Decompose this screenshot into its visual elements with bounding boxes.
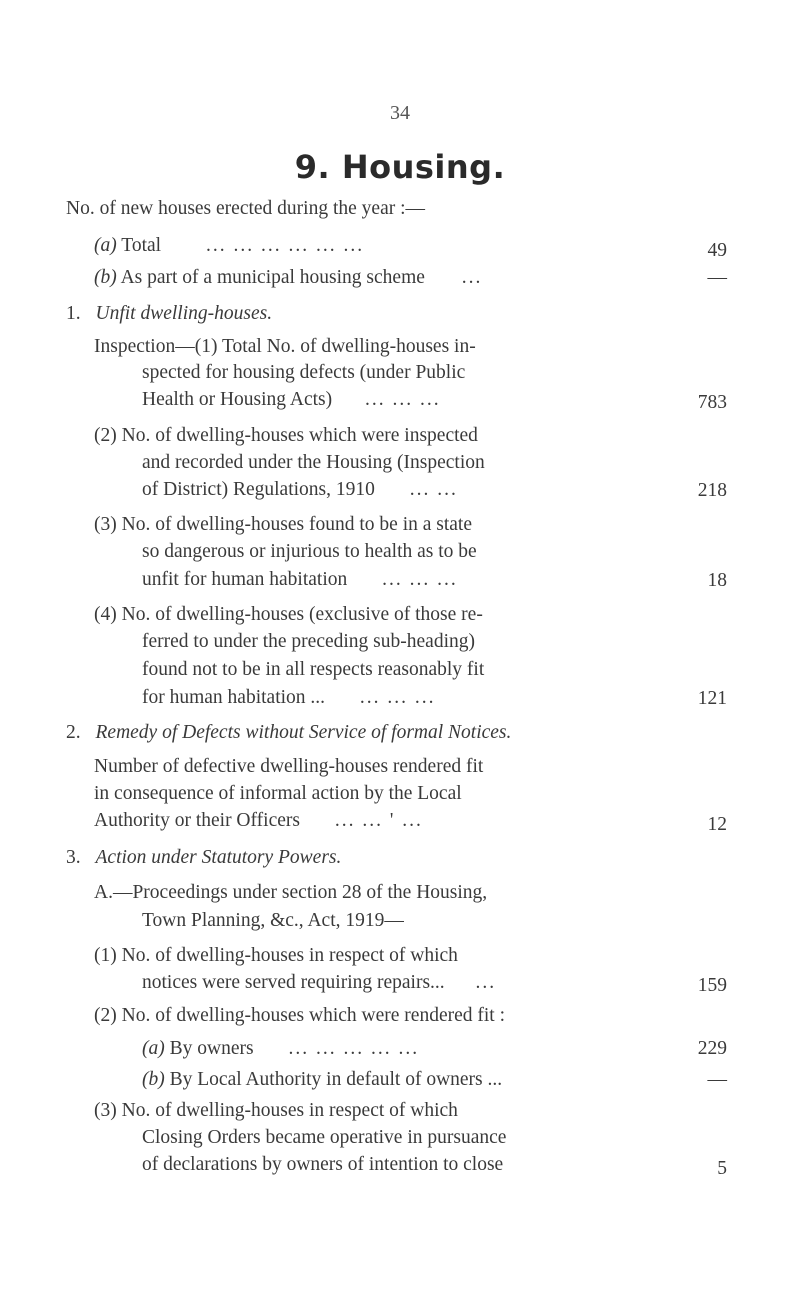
by-owners-row (142, 1038, 419, 1060)
item-text: As part of a municipal housing scheme (120, 267, 425, 288)
by-local-authority-value: — (707, 1069, 727, 1090)
not-fit-value: 121 (697, 688, 727, 709)
not-fit-line: ferred to under the preceding sub-heading) (142, 631, 475, 652)
closing-orders-value: 5 (717, 1158, 727, 1179)
leader-dots: ... ... (409, 479, 458, 500)
inspection-total-value: 783 (697, 392, 727, 413)
recorded-value: 218 (697, 480, 727, 501)
item-text: By owners (169, 1038, 254, 1059)
inspection-line: Inspection—(1) Total No. of dwelling-houses in- (94, 336, 476, 357)
line-text: Authority or their Officers (94, 810, 300, 831)
dangerous-line: so dangerous or injurious to health as to be (142, 541, 477, 562)
section-title: Action under Statutory Powers. (95, 847, 342, 868)
leader-dots: ... ... ... (364, 389, 441, 410)
item-label: (a) (94, 235, 117, 256)
section-title: Remedy of Defects without Service of formal Notices. (95, 722, 512, 743)
page-number: 34 (390, 102, 410, 124)
leader-dots: ... ... ... (382, 569, 458, 590)
section-3-heading (66, 847, 341, 869)
leader-dots: ... ... ' ... (334, 810, 423, 831)
section-title: Unfit dwelling-houses. (95, 303, 273, 324)
new-houses-total-value: 49 (707, 240, 727, 261)
item-label: (a) (142, 1038, 165, 1059)
informal-action-line (94, 810, 423, 832)
informal-action-line: Number of defective dwelling-houses rendered fit (94, 756, 484, 777)
inspection-line: spected for housing defects (under Public (142, 362, 466, 383)
repairs-notice-line (142, 972, 496, 994)
by-owners-value: 229 (697, 1038, 727, 1059)
not-fit-line (142, 687, 436, 709)
repairs-notice-line: (1) No. of dwelling-houses in respect of which (94, 945, 458, 966)
new-houses-municipal-value: — (707, 267, 727, 288)
section-1-heading (66, 303, 272, 325)
section-number: 2. (66, 722, 81, 743)
line-text: Health or Housing Acts) (142, 389, 333, 410)
rendered-fit-line: (2) No. of dwelling-houses which were rendered fit : (94, 1005, 505, 1026)
page-title: 9. Housing. (294, 148, 506, 186)
item-label: (b) (94, 267, 117, 288)
recorded-line (142, 479, 458, 501)
new-houses-municipal-row (94, 267, 482, 289)
leader-dots: ... (461, 267, 483, 288)
section-number: 1. (66, 303, 81, 324)
line-text: notices were served requiring repairs... (142, 972, 445, 993)
informal-action-line: in consequence of informal action by the Local (94, 783, 462, 804)
dangerous-value: 18 (707, 570, 727, 591)
line-text: of District) Regulations, 1910 (142, 479, 375, 500)
closing-orders-line: Closing Orders became operative in pursuance (142, 1127, 507, 1148)
leader-dots: ... (475, 972, 497, 993)
proceedings-line: Town Planning, &c., Act, 1919— (142, 910, 404, 931)
not-fit-line: (4) No. of dwelling-houses (exclusive of those re- (94, 604, 483, 625)
item-label: (b) (142, 1069, 165, 1090)
dangerous-line: (3) No. of dwelling-houses found to be in a state (94, 514, 473, 535)
item-text: By Local Authority in default of owners ... (169, 1069, 503, 1090)
by-local-authority-row (142, 1069, 502, 1091)
leader-dots: ... ... ... ... ... (288, 1038, 420, 1059)
line-text: unfit for human habitation (142, 569, 348, 590)
recorded-line: (2) No. of dwelling-houses which were inspected (94, 425, 478, 446)
new-houses-intro: No. of new houses erected during the year :— (66, 198, 426, 219)
not-fit-line: found not to be in all respects reasonably fit (142, 659, 485, 680)
inspection-line (142, 389, 441, 411)
closing-orders-line: of declarations by owners of intention to close (142, 1154, 504, 1175)
proceedings-line: A.—Proceedings under section 28 of the Housing, (94, 882, 488, 903)
item-text: Total (121, 235, 162, 256)
repairs-notice-value: 159 (697, 975, 727, 996)
leader-dots: ... ... ... (359, 687, 436, 708)
dangerous-line (142, 569, 458, 591)
informal-action-value: 12 (707, 814, 727, 835)
line-text: for human habitation ... (142, 687, 326, 708)
leader-dots: ... ... ... ... ... ... (205, 235, 365, 256)
new-houses-total-row (94, 235, 364, 257)
closing-orders-line: (3) No. of dwelling-houses in respect of which (94, 1100, 458, 1121)
section-number: 3. (66, 847, 81, 868)
recorded-line: and recorded under the Housing (Inspection (142, 452, 485, 473)
section-2-heading (66, 722, 511, 744)
